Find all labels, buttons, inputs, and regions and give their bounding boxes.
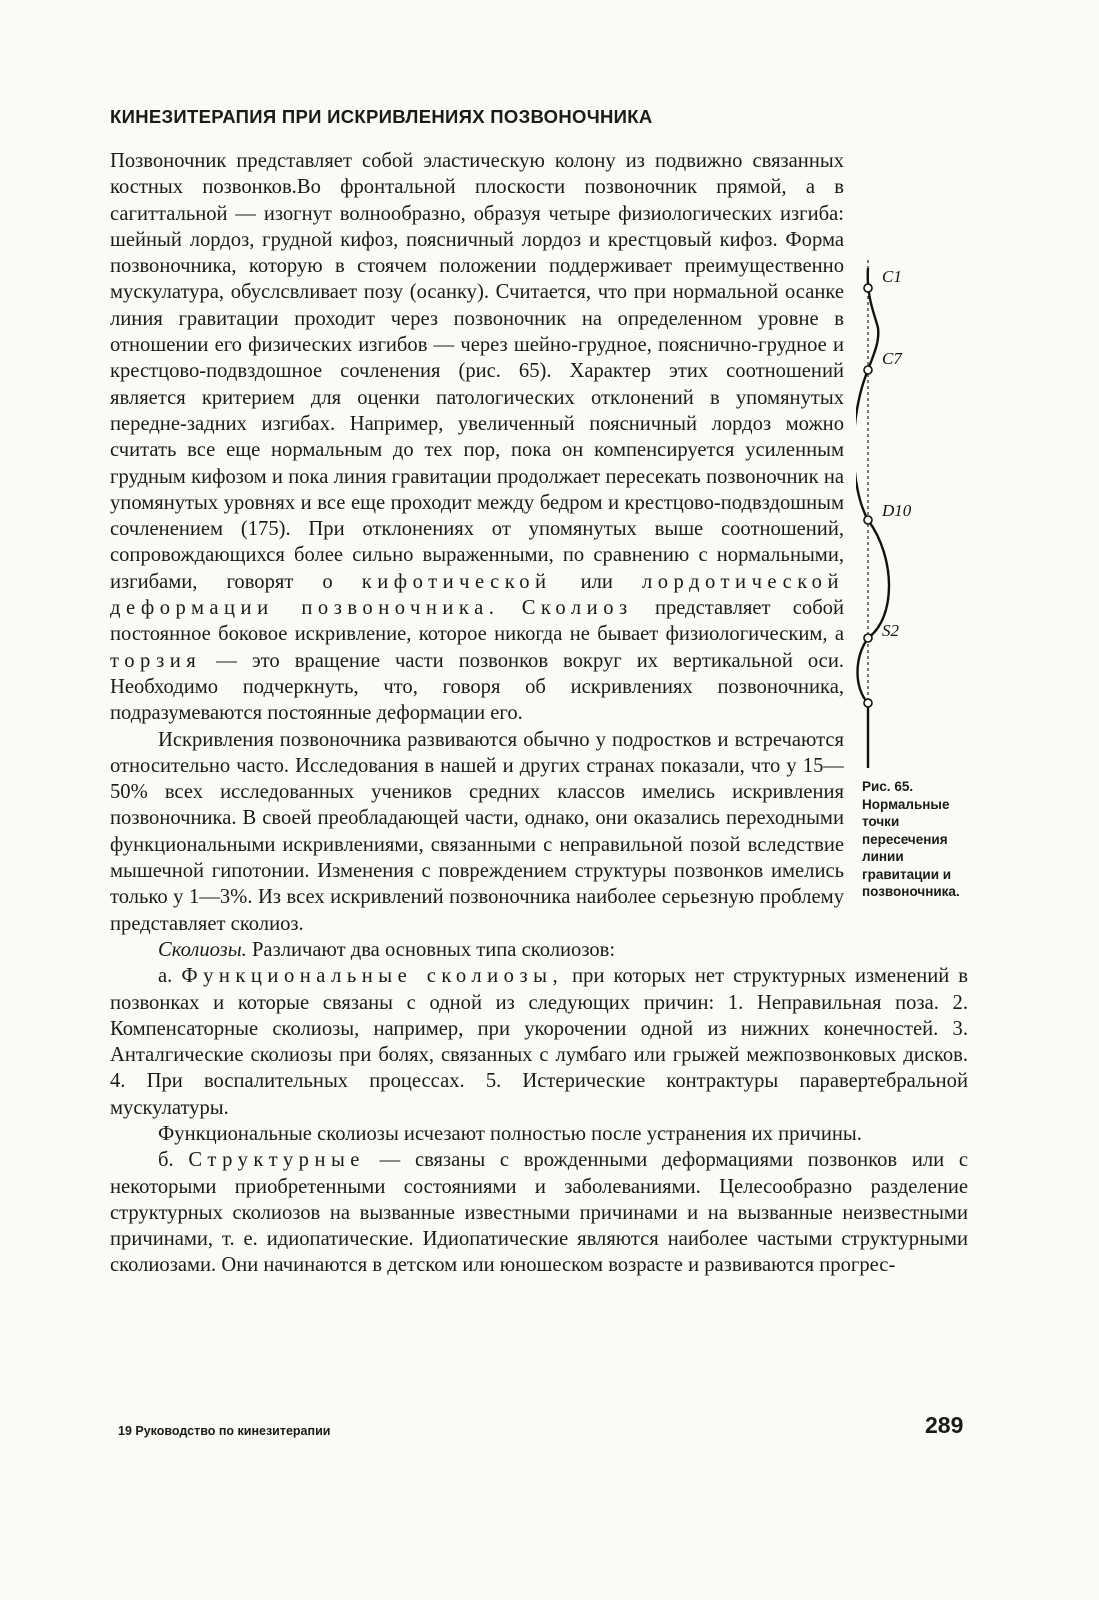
point-d10	[864, 516, 872, 524]
point-s2	[864, 634, 872, 642]
p1-spaced-lordotic: лордотической деформации позвоночника.	[110, 570, 845, 620]
p6-marker: б.	[158, 1149, 174, 1172]
label-c1: C1	[882, 267, 902, 286]
figure-caption: Рис. 65. Нормальные точки пересечения линии гравитации и позвоночника.	[862, 779, 960, 899]
p6-spaced-term: Структурные	[188, 1149, 365, 1172]
p1-spaced-scoliosis: Сколиоз	[521, 597, 633, 620]
p1-spaced-kyphotic: кифотической	[361, 570, 552, 593]
point-c7	[864, 366, 872, 374]
text-block	[110, 148, 968, 1279]
p1-text-or: или	[580, 570, 613, 593]
spine-diagram	[856, 258, 968, 768]
paragraph-1	[110, 148, 968, 727]
p1-text-end: — это вращение части позвонков вокруг их вертикальной оси. Необходимо подчеркнуть, что, говоря об искривлениях позвоночника, подразумеваются постоянные деформации его.	[110, 649, 844, 725]
chapter-heading: КИНЕЗИТЕРАПИЯ ПРИ ИСКРИВЛЕНИЯХ ПОЗВОНОЧНИКА	[110, 106, 653, 127]
p3-text: Различают два основных типа сколиозов:	[251, 938, 616, 961]
p4-spaced-term: Функциональные сколиозы,	[181, 965, 564, 988]
p1-text-mid: представляет собой постоянное боковое искривление, которое никогда не бывает физиологическим, а	[110, 597, 844, 646]
paragraph-6	[110, 1147, 968, 1278]
point-c1	[864, 284, 872, 292]
paragraph-3	[110, 937, 968, 963]
paragraph-5: Функциональные сколиозы исчезают полностью после устранения их причины.	[158, 1122, 862, 1145]
p1-text: Позвоночник представляет собой эластическую колону из подвижно связанных костных позвонков.Во фронтальной плоскости позвоночник прямой, а в сагиттальной — изогнут волнообразно, образуя четыре физиологических изгиба: шейный лордоз, грудной кифоз, поясничный лордоз и крестцовый кифоз. Форма позвоночника, которую в стоячем положении поддерживает преимущественно мускулатура, обуслсвливает позу (осанку). Считается, что при нормальной осанке линия гравитации проходит через позвоночник на определенном уровне в отношении его физических изгибов — через шейно-грудное, пояснично-грудное и крестцово-подвздошное сочленения (рис. 65). Характер этих соотношений является критерием для оценки патологических отклонений в упомянутых передне-задних изгибах. Например, увеличенный поясничный лордоз можно считать все еще нормальным до тех пор, пока он компенсируется усиленным грудным кифозом и пока линия гравитации продолжает пересекать позвоночник на упомянутых уровнях и все еще проходит между бедром и крестцово-подвздошным сочленением (175). При отклонениях от упомянутых выше соотношений, сопровождающихся более сильно выраженными, по сравнению с нормальными, изгибами, говорят о	[110, 150, 844, 593]
label-s2: S2	[882, 621, 899, 640]
point-coccyx	[864, 699, 872, 707]
p6-text: — связаны с врожденными деформациями позвонков или с некоторыми приобретенными состояниями и заболеваниями. Целесообразно разделение структурных сколиозов на вызванные известными причинами и на вызванные неизвестными причинами, т. е. идиопатические. Идиопатические являются наиболее частыми структурными сколиозами. Они начинаются в детском или юношеском возрасте и развиваются прогрес-	[110, 1149, 969, 1277]
p4-text: при которых нет структурных изменений в позвонках и которые связаны с одной из следующих причин: 1. Неправильная поза. 2. Компенсаторные сколиозы, например, при укорочении одной из нижних конечностей. 3. Анталгические сколиозы при болях, связанных с лумбаго или грыжей межпозвонковых дисков. 4. При воспалительных процессах. 5. Истерические контрактуры паравертебральной мускулатуры.	[110, 965, 969, 1119]
p1-spaced-torsion: торзия	[110, 649, 202, 672]
footer-signature: 19 Руководство по кинезитерапии	[118, 1424, 331, 1438]
label-c7: C7	[882, 349, 902, 368]
p4-marker: а.	[158, 965, 173, 988]
paragraph-2: Искривления позвоночника развиваются обычно у подростков и встречаются относительно часто. Исследования в нашей и других странах показали, что у 15—50% всех исследованных учеников средних классов имелись искривления позвоночника. В своей преобладающей части, однако, они оказались переходными функциональными искривлениями, связанными с неправильной позой вследствие мышечной гипотонии. Изменения с повреждением структуры позвонков имелись только у 1—3%. Из всех искривлений позвоночника наиболее серьезную проблему представляет сколиоз.	[110, 728, 844, 935]
paragraph-4	[110, 963, 968, 1121]
figure-65	[856, 148, 968, 923]
page-number: 289	[925, 1412, 964, 1438]
p3-italic-term: Сколиозы.	[158, 938, 247, 961]
label-d10: D10	[882, 501, 912, 520]
